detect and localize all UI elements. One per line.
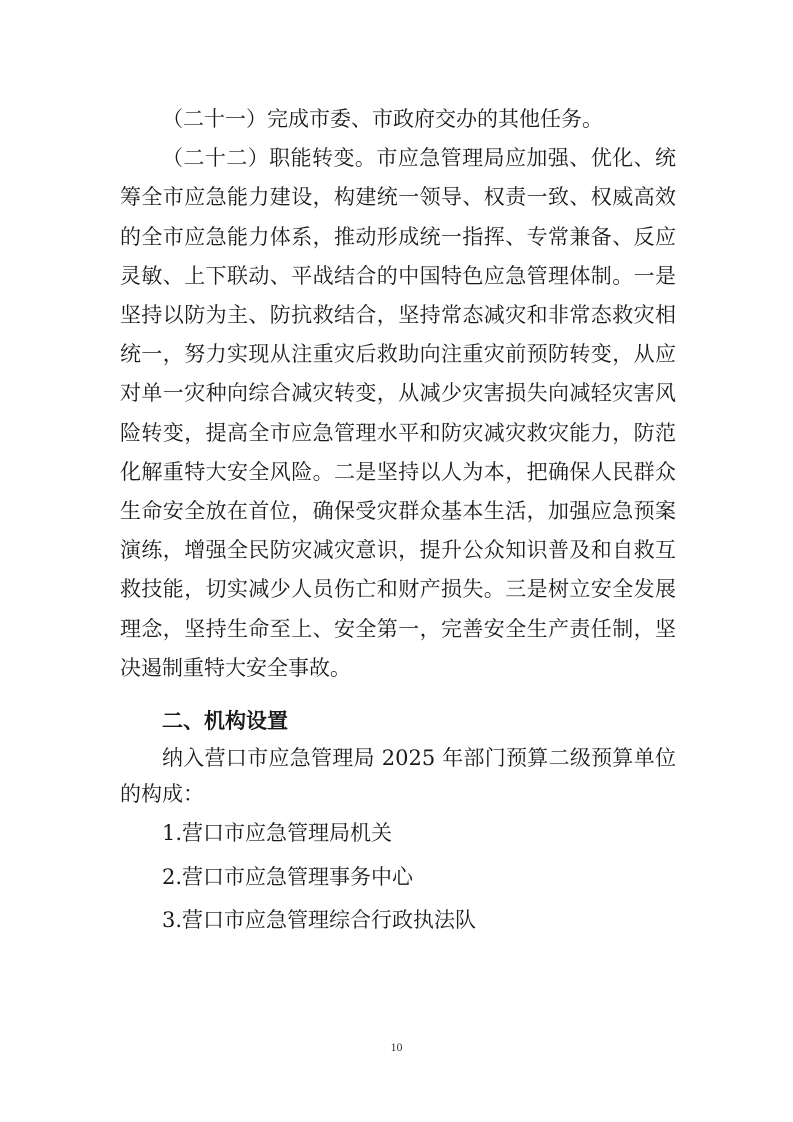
section-heading: 二、机构设置 xyxy=(162,709,288,733)
intro-paragraph: 纳入营口市应急管理局 2025 年部门预算二级预算单位的构成： xyxy=(120,746,676,806)
unit-list xyxy=(162,818,682,949)
intro-text xyxy=(120,740,676,812)
body-text xyxy=(120,100,676,688)
page-number: 10 xyxy=(390,1040,403,1054)
paragraph-task-21: （二十一）完成市委、市政府交办的其他任务。 xyxy=(162,107,603,131)
paragraph-function-transformation: （二十二）职能转变。市应急管理局应加强、优化、统筹全市应急能力建设，构建统一领导、权责一致、权威高效的全市应急能力体系，推动形成统一指挥、专常兼备、反应灵敏、上下联动、平战结合的中国特色应急管理体制。一是坚持以防为主、防抗救结合，坚持常态减灾和非常态救灾相统一，努力实现从注重灾后救助向注重灾前预防转变，从应对单一灾种向综合减灾转变，从减少灾害损失向减轻灾害风险转变，提高全市应急管理水平和防灾减灾救灾能力，防范化解重特大安全风险。二是坚持以人为本，把确保人民群众生命安全放在首位，确保受灾群众基本生活，加强应急预案演练，增强全民防灾减灾意识，提升公众知识普及和自救互救技能，切实减少人员伤亡和财产损失。三是树立安全发展理念，坚持生命至上、安全第一，完善安全生产责任制，坚决遏制重特大安全事故。 xyxy=(120,146,676,680)
list-item: 1.营口市应急管理局机关 xyxy=(162,821,393,845)
list-item: 2.营口市应急管理事务中心 xyxy=(162,864,414,889)
list-item: 3.营口市应急管理综合行政执法队 xyxy=(162,908,477,932)
